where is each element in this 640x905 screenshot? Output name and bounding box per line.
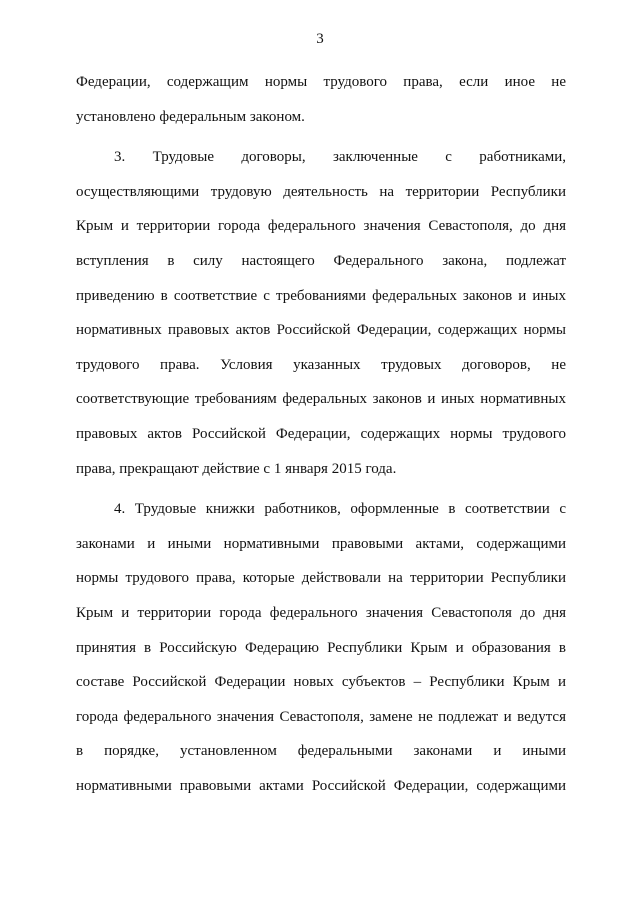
text-line: вступления в силу настоящего Федерального закона, подлежат bbox=[76, 252, 566, 269]
text-line: города федерального значения Севастополя, замене не подлежат и ведутся bbox=[76, 708, 566, 725]
text-line: законами и иными нормативными правовыми актами, содержащими bbox=[76, 535, 566, 552]
paragraph-item-4 bbox=[76, 492, 566, 803]
text-line: 3. Трудовые договоры, заключенные с работниками, bbox=[114, 149, 566, 166]
text-line: правовых актов Российской Федерации, содержащих нормы трудового bbox=[76, 425, 566, 442]
text-line: 4. Трудовые книжки работников, оформленные в соответствии с bbox=[114, 501, 566, 518]
text-line: нормативными правовыми актами Российской Федерации, содержащими bbox=[76, 777, 566, 794]
text-line: нормативных правовых актов Российской Федерации, содержащих нормы bbox=[76, 322, 566, 339]
text-line: установлено федеральным законом. bbox=[76, 108, 305, 125]
text-line: Крым и территории города федерального значения Севастополя, до дня bbox=[76, 218, 566, 235]
document-body bbox=[76, 65, 566, 803]
text-line: права, прекращают действие с 1 января 2015 года. bbox=[76, 460, 397, 477]
page-number: 3 bbox=[316, 31, 324, 47]
text-line: Крым и территории города федерального значения Севастополя до дня bbox=[76, 604, 566, 621]
paragraph-item-3 bbox=[76, 140, 566, 486]
text-line: принятия в Российскую Федерацию Республики Крым и образования в bbox=[76, 639, 566, 656]
text-line: соответствующие требованиям федеральных законов и иных нормативных bbox=[76, 391, 566, 408]
text-line: трудового права. Условия указанных трудовых договоров, не bbox=[76, 356, 566, 373]
paragraph-continuation bbox=[76, 65, 566, 134]
text-line: осуществляющими трудовую деятельность на территории Республики bbox=[76, 183, 566, 200]
text-line: в порядке, установленном федеральными законами и иными bbox=[76, 743, 566, 760]
text-line: приведению в соответствие с требованиями федеральных законов и иных bbox=[76, 287, 566, 304]
text-line: составе Российской Федерации новых субъектов – Республики Крым и bbox=[76, 674, 566, 691]
text-line: Федерации, содержащим нормы трудового права, если иное не bbox=[76, 74, 566, 90]
text-line: нормы трудового права, которые действовали на территории Республики bbox=[76, 570, 566, 587]
